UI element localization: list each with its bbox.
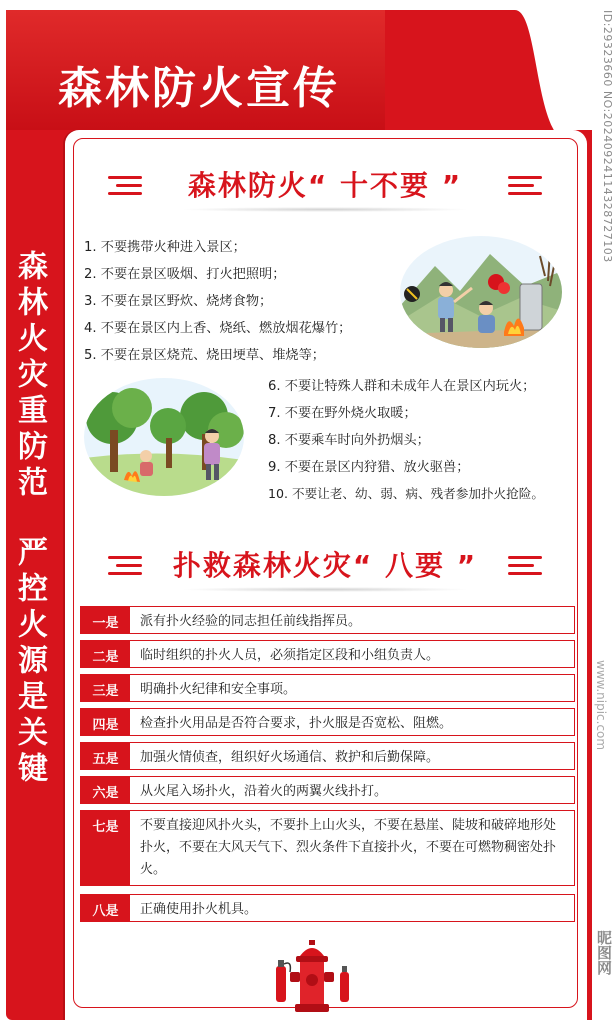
heading-deco-right [508,556,542,580]
must-text: 明确扑火纪律和安全事项。 [140,682,297,697]
must-tag: 四是 [81,709,130,735]
must-text: 派有扑火经验的同志担任前线指挥员。 [140,614,362,629]
fire-hydrant-icon [262,938,362,1024]
must-text: 正确使用扑火机具。 [140,902,258,917]
watermark-brand: 昵图网 [595,930,613,975]
must-tag: 八是 [81,895,130,921]
must-text: 不要直接迎风扑火头，不要扑上山火头，不要在悬崖、陡坡和破碎地形处扑火，不要在大风天气下、烈火条件下直接扑火，不要在可燃物稠密处扑火。 [140,818,557,877]
section2-title: 扑救森林火灾“ 八要 ” [172,549,478,582]
rule-item: 1. 不要携带火种进入景区； [84,240,246,255]
illustration-forest-fire [84,378,244,496]
must-text: 加强火情侦查，组织好火场通信、救护和后勤保障。 [140,750,440,765]
rule-item: 6. 不要让特殊人群和未成年人在景区内玩火； [268,379,536,394]
section2-heading [100,544,550,588]
must-tag: 五是 [81,743,130,769]
must-text: 检查扑火用品是否符合要求，扑火服是否宽松、阻燃。 [140,716,453,731]
must-row [80,776,575,804]
section1-title: 森林防火“ 十不要 ” [187,169,463,202]
rule-item: 8. 不要乘车时向外扔烟头； [268,433,430,448]
poster-title: 森林防火宣传 [58,63,340,114]
rule-item: 7. 不要在野外烧火取暖； [268,406,417,421]
illustration-burning-paper [400,236,562,348]
rule-item: 5. 不要在景区烧荒、烧田埂草、堆烧等； [84,348,325,363]
must-tag: 六是 [81,777,130,803]
heading-deco-left [108,176,142,200]
watermark-id: ID:29323660 NO:20240924114328727103 [601,10,614,263]
rule-item: 2. 不要在景区吸烟、打火把照明； [84,267,286,282]
must-text: 临时组织的扑火人员，必须指定区段和小组负责人。 [140,648,440,663]
side-slogan-2: 严控火源是关键 [12,536,47,788]
must-tag: 一是 [81,607,130,633]
must-row [80,674,575,702]
heading-deco-right [508,176,542,200]
section1-heading [100,164,550,208]
watermark-site: www.nipic.com [594,660,608,751]
rule-item: 4. 不要在景区内上香、烧纸、燃放烟花爆竹； [84,321,352,336]
rule-item: 3. 不要在景区野炊、烧烤食物； [84,294,273,309]
must-row [80,708,575,736]
must-row [80,640,575,668]
must-tag: 二是 [81,641,130,667]
must-tag: 七是 [81,811,130,885]
rule-item: 10. 不要让老、幼、弱、病、残者参加扑火抢险。 [268,486,544,501]
must-row [80,894,575,922]
rule-item: 9. 不要在景区内狩猎、放火驱兽； [268,460,470,475]
must-row [80,810,575,886]
side-slogan-1: 森林火灾重防范 [12,250,47,502]
heading-deco-left [108,556,142,580]
must-row [80,742,575,770]
must-tag: 三是 [81,675,130,701]
must-row [80,606,575,634]
must-text: 从火尾入场扑火，沿着火的两翼火线扑打。 [140,784,388,799]
